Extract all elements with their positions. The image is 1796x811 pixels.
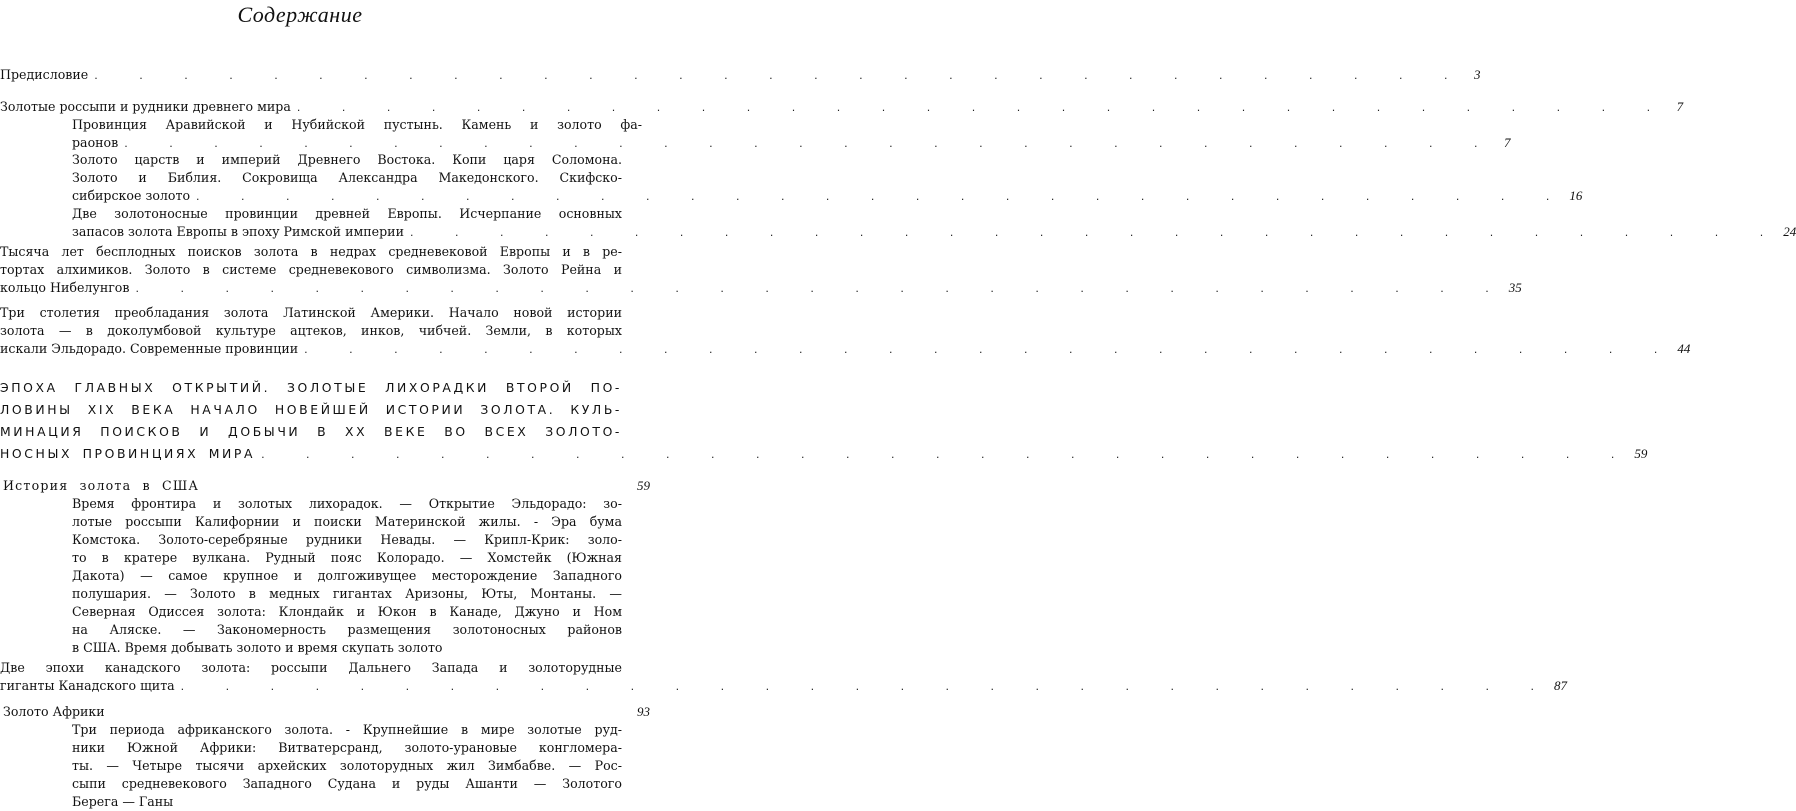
toc-entry-era[interactable]: [0, 377, 1648, 465]
toc-subentry-east[interactable]: [72, 151, 1583, 205]
entry-title: Золотые россыпи и рудники древнего мира: [0, 99, 291, 114]
entry-line: Северная Одиссея золота: Клондайк и Юкон в Канаде, Джуно и Ном: [72, 604, 622, 619]
entry-line: Провинция Аравийской и Нубийской пустынь. Камень и золото фа-: [72, 117, 642, 132]
entry-title: История золота в США: [3, 478, 200, 493]
entry-line: в США. Время добывать золото и время скупать золото: [72, 640, 443, 655]
entry-line: сибирское золото: [72, 188, 191, 203]
dot-leader: . . . . . . . . . . . . . . . . . . . . . . . . . . . . . . .: [135, 282, 1508, 295]
toc-entry-usa[interactable]: [3, 477, 650, 495]
entry-line: Время фронтира и золотых лихорадок. — Открытие Эльдорадо: зо-: [72, 496, 622, 511]
entry-line: ты. — Четыре тысячи архейских золоторудных жил Зимбабве. — Рос-: [72, 758, 622, 773]
entry-line: на Аляске. — Закономерность размещения золотоносных районов: [72, 622, 622, 637]
entry-line: полушария. — Золото в медных гигантах Аризоны, Юты, Монтаны. —: [72, 586, 622, 601]
entry-line: золота — в доколумбовой культуре ацтеков, инков, чибчей. Земли, в которых: [0, 323, 622, 338]
entry-line: Золото царств и империй Древнего Востока. Копи царя Соломона.: [72, 152, 622, 167]
entry-line: Тысяча лет бесплодных поисков золота в недрах средневековой Европы и в ре-: [0, 244, 622, 259]
entry-line: Две эпохи канадского золота: россыпи Дальнего Запада и золоторудные: [0, 660, 622, 675]
toc-entry-ancient[interactable]: [0, 98, 1684, 116]
page-number: 59: [637, 478, 650, 493]
toc-subentry-arabia[interactable]: [72, 116, 1511, 152]
entry-line: искали Эльдорадо. Современные провинции: [0, 341, 299, 356]
dot-leader: . . . . . . . . . . . . . . . . . . . . . . . . . . . . . . .: [304, 343, 1677, 356]
toc-entry-africa[interactable]: [3, 703, 650, 721]
entry-line: Комстока. Золото-серебряные рудники Невады. — Крипл-Крик: золо-: [72, 532, 622, 547]
entry-line: гиганты Канадского щита: [0, 678, 175, 693]
dot-leader: . . . . . . . . . . . . . . . . . . . . . . . . . . . . . . .: [261, 448, 1634, 461]
dot-leader: . . . . . . . . . . . . . . . . . . . . . . . . . . . . . . .: [124, 137, 1497, 150]
entry-line: Золото и Библия. Сокровища Александра Македонского. Скифско-: [72, 170, 622, 185]
dot-leader: . . . . . . . . . . . . . . . . . . . . . . . . . . . . . . .: [196, 190, 1569, 203]
entry-line: то в кратере вулкана. Рудный пояс Колорадо. — Хомстейк (Южная: [72, 550, 622, 565]
page-number: 7: [1676, 99, 1684, 114]
dot-leader: . . . . . . . . . . . . . . . . . . . . . . . . . . . . . . .: [409, 226, 1783, 239]
entry-line: Три столетия преобладания золота Латинской Америки. Начало новой истории: [0, 305, 622, 320]
entry-title: Предисловие: [0, 67, 89, 82]
page-title: Содержание: [237, 2, 363, 27]
toc-entry-medieval[interactable]: [0, 243, 1522, 297]
page-number: 93: [637, 704, 650, 719]
entry-line: Две золотоносные провинции древней Европы. Исчерпание основных: [72, 206, 622, 221]
dot-leader: . . . . . . . . . . . . . . . . . . . . . . . . . . . . . . .: [296, 101, 1670, 114]
page-number: 87: [1553, 678, 1567, 693]
page-number: 59: [1634, 446, 1648, 461]
page-number: 44: [1677, 341, 1691, 356]
page-number: 7: [1504, 135, 1511, 150]
entry-line: раонов: [72, 135, 119, 150]
entry-line: сыпи средневекового Западного Судана и руды Ашанти — Золотого: [72, 776, 622, 791]
entry-line: МИНАЦИЯ ПОИСКОВ И ДОБЫЧИ В XX ВЕКЕ ВО ВСЕХ ЗОЛОТО-: [0, 424, 622, 439]
dot-leader: . . . . . . . . . . . . . . . . . . . . . . . . . . . . . . .: [180, 680, 1553, 693]
toc-subentry-europe[interactable]: [72, 205, 1796, 241]
entry-line: ЭПОХА ГЛАВНЫХ ОТКРЫТИЙ. ЗОЛОТЫЕ ЛИХОРАДКИ ВТОРОЙ ПО-: [0, 380, 622, 395]
toc-entry-preface[interactable]: [0, 66, 1481, 84]
entry-line: запасов золота Европы в эпоху Римской империи: [72, 224, 404, 239]
entry-line: Дакота) — самое крупное и долгоживущее месторождение Западного: [72, 568, 622, 583]
entry-line: Три периода африканского золота. - Крупнейшие в мире золотые руд-: [72, 722, 622, 737]
dot-leader: . . . . . . . . . . . . . . . . . . . . . . . . . . . . . . .: [94, 69, 1467, 82]
entry-line: Берега — Ганы: [72, 794, 174, 809]
page-number: 3: [1474, 67, 1481, 82]
toc-subentry-africa: [72, 721, 622, 811]
entry-line: ники Южной Африки: Витватерсранд, золото-урановые конгломера-: [72, 740, 622, 755]
page-number: 35: [1508, 280, 1522, 295]
entry-line: кольцо Нибелунгов: [0, 280, 130, 295]
entry-line: тортах алхимиков. Золото в системе средневекового символизма. Золото Рейна и: [0, 262, 622, 277]
page-number: 16: [1569, 188, 1583, 203]
entry-title: Золото Африки: [3, 704, 105, 719]
toc-entry-latin-america[interactable]: [0, 304, 1691, 358]
entry-line: ЛОВИНЫ XIX ВЕКА НАЧАЛО НОВЕЙШЕЙ ИСТОРИИ ЗОЛОТА. КУЛЬ-: [0, 402, 622, 417]
toc-entry-canada[interactable]: [0, 659, 1567, 695]
page-number: 24: [1783, 224, 1796, 239]
entry-line: лотые россыпи Калифорнии и поиски Материнской жилы. - Эра бума: [72, 514, 622, 529]
toc-subentry-usa: [72, 495, 622, 657]
entry-line: НОСНЫХ ПРОВИНЦИЯХ МИРА: [0, 446, 256, 461]
